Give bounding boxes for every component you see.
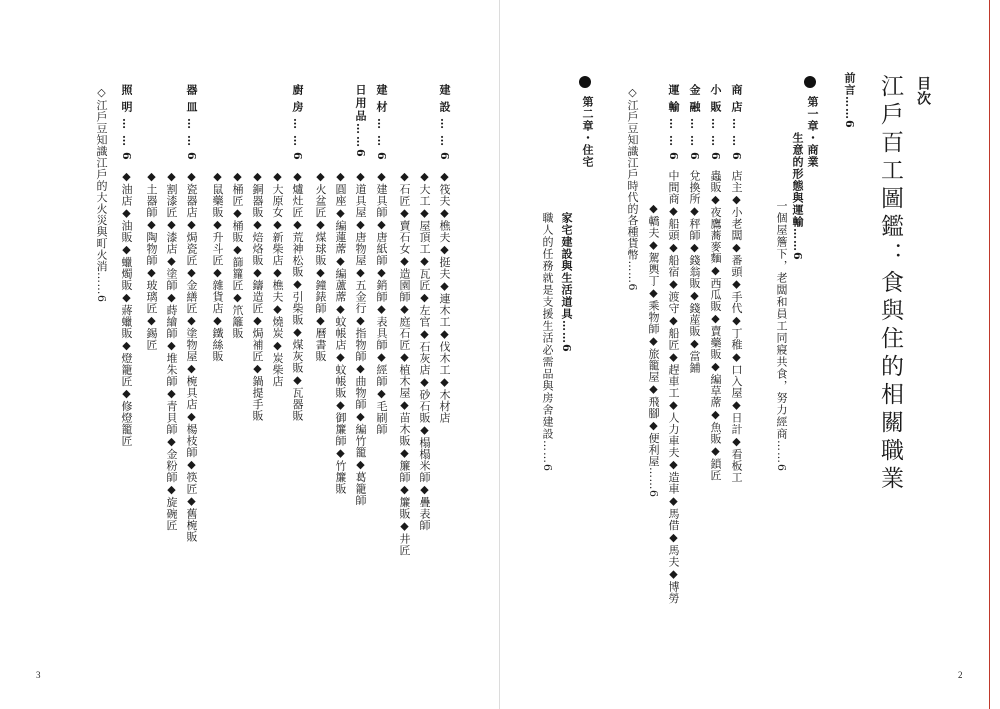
page-number-left: 3 [36,670,41,680]
cat-daily-goods-items-3: ◆火盆匠◆煤球販◆鐘錶師◆曆書販 [314,170,327,362]
book-title: 江戶百工圖鑑：食與住的相關職業 [877,74,903,494]
cat-kitchen-items: ◆爐灶匠◆荒神松販◆引柴販◆煤灰販◆瓦器販 [291,170,304,422]
chapter2-section[interactable]: 家宅建設與生活道具……6 [560,212,573,353]
cat-transport[interactable]: 運輸……6 [667,84,680,166]
cat-finance[interactable]: 金融……6 [688,84,701,166]
cat-tableware-items-3: ◆土器師◆陶物師◆玻璃匠◆錫匠 [145,170,158,351]
chapter1-section[interactable]: 生意的形態與運輸……6 [791,132,804,261]
cat-building-materials-items: ◆建具師◆唐紙師◆銷師◆表具師◆經師◆毛刷師 [375,170,388,435]
toc-heading: 目次 [915,76,931,106]
preface-entry[interactable]: 前言……6 [843,72,856,129]
cat-tableware[interactable]: 器皿……6 [185,84,198,166]
page-edge-line [989,0,990,709]
cat-transport-items-2: ◆轎夫◆駕輿丁◆乘物師◆旅籠屋◆飛腳◆便利屋……6 [647,202,660,498]
chapter1-bullet [804,76,816,88]
cat-kitchen[interactable]: 廚房……6 [291,84,304,166]
cat-lighting[interactable]: 照明……6 [120,84,133,166]
cat-construction-items-3: ◆石匠◆賣石女◆造園師◆庭石匠◆植木屋◆苗木販◆簾師◆簾販◆井匠 [398,170,411,556]
cat-finance-items: 兌換所◆秤師◆錢翁販◆錢蓙販◆當鋪 [688,170,701,374]
cat-shop[interactable]: 商店……6 [730,84,743,166]
cat-transport-items: 中間商◆船頭◆船宿◆渡守◆船匠◆趕車工◆人力車夫◆造車◆馬借◆馬夫◆博勞 [667,170,680,604]
cat-construction[interactable]: 建設……6 [438,84,451,166]
cat-daily-goods[interactable]: 日用品……6 [354,84,367,159]
cat-tableware-items-2: ◆割漆匠◆漆店◆塗師◆蒔繪師◆堆朱師◆青貝師◆金粉師◆旋碗匠 [165,170,178,531]
cat-tableware-items: ◆瓷器店◆焗瓷匠◆金繕匠◆塗物屋◆椀具店◆楊枝師◆筷匠◆舊椀販 [185,170,198,543]
chapter2-desc: 職人的任務就是支援生活必需品與房舍建設……6 [541,212,554,472]
cat-shop-items: 店主◆小老闆◆番頭◆手代◆丁稚◆口入屋◆日計◆看板工 [730,170,743,483]
cat-peddler[interactable]: 小販……6 [709,84,722,166]
chapter2-bullet [579,76,591,88]
cat-construction-items: ◆筏夫◆樵夫◆挺夫◆連木工◆伐木工◆木材店 [438,170,451,424]
cat-peddler-items: 蟲販◆夜鷹蕎麥麵◆西瓜販◆賣藥販◆編草蓆◆魚販◆鎖匠 [709,170,722,481]
cat-kitchen-items-2: ◆大原女◆新柴店◆樵夫◆燒炭◆炭柴店 [271,170,284,387]
spread-divider [499,0,500,709]
chapter1-note[interactable]: ◇江戶豆知識江戶時代的各種貨幣……6 [626,86,639,291]
cat-lighting-items: ◆油店◆油販◆蠟燭販◆蔣蠟販◆燈籠匠◆修燈籠匠 [120,170,133,447]
cat-daily-goods-items-2: ◆圓座◆編蓮蓆◆編蘆蓆◆蚊帳店◆蚊帳販◆御簾師◆竹簾販 [334,170,347,495]
chapter1-desc: 一個屋簷下，老闆和員工同寢共食，努力經商……6 [775,200,788,472]
cat-kitchen-items-3: ◆銅器販◆焙烙販◆鑄造匠◆焗補匠◆鍋提手販 [251,170,264,422]
chapter2-note[interactable]: ◇江戶豆知識江戶的大火災與町火消……6 [95,86,108,303]
chapter1-label[interactable]: 第一章・商業 [806,96,819,168]
cat-daily-goods-items: ◆道具屋◆唐物屋◆五金行◆指物師◆曲物師◆編竹籠◆葛籠師 [354,170,367,506]
cat-construction-items-2: ◆大工◆屋頂工◆瓦匠◆左官◆石灰店◆砂石販◆榻榻米師◆疊表師 [418,170,431,531]
page-number-right: 2 [958,670,963,680]
cat-kitchen-items-5: ◆鼠藥販◆升斗匠◆雜貨店◆鐵絲販 [211,170,224,362]
cat-kitchen-items-4: ◆桶匠◆桶販◆篩籮匠◆笊籬販 [231,170,244,339]
cat-building-materials[interactable]: 建材……6 [375,84,388,166]
chapter2-label[interactable]: 第二章・住宅 [581,96,594,168]
